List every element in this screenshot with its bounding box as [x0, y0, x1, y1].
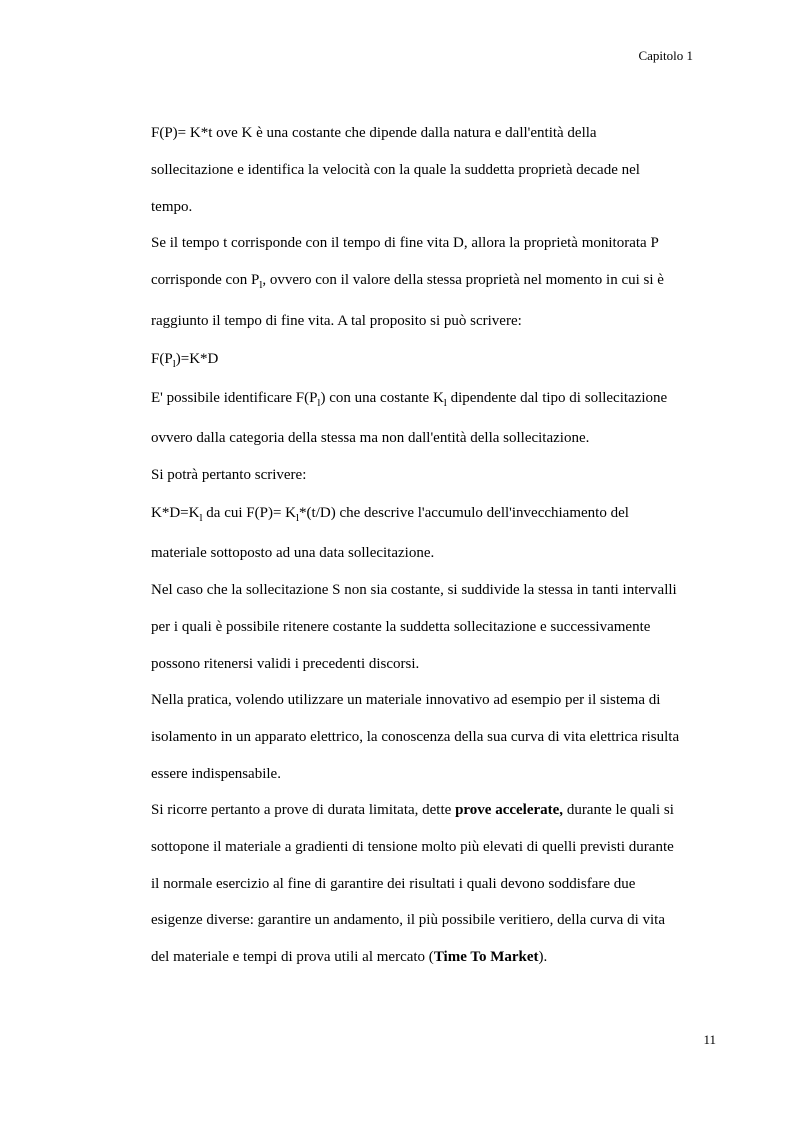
text-line: raggiunto il tempo di fine vita. A tal proposito si può scrivere:	[151, 313, 522, 329]
text-segment: Si ricorre pertanto a prove di durata limitata, dette	[151, 802, 456, 818]
text-line	[151, 389, 667, 407]
text-line: essere indispensabile.	[151, 766, 281, 782]
text-segment: del materiale e tempi di prova utili al mercato (	[151, 949, 434, 965]
text-line: sollecitazione e identifica la velocità con la quale la suddetta proprietà decade nel	[151, 162, 640, 178]
subscript: l	[443, 397, 447, 409]
text-segment: ).	[538, 949, 548, 965]
text-line: esigenze diverse: garantire un andamento, il più possibile veritiero, della curva di vita	[151, 912, 665, 928]
text-line: materiale sottoposto ad una data sollecitazione.	[151, 545, 435, 561]
chapter-header: Capitolo 1	[638, 48, 693, 63]
text-segment: F(P	[151, 351, 173, 367]
text-line: possono ritenersi validi i precedenti discorsi.	[151, 656, 420, 672]
text-segment: da cui F(P)= K	[202, 505, 296, 521]
page-number: 11	[703, 1032, 716, 1047]
text-segment: E' possibile identificare F(P	[151, 390, 318, 406]
text-segment: )=K*D	[175, 351, 219, 367]
text-line	[151, 271, 664, 289]
text-segment: , ovvero con il valore della stessa proprietà nel momento in cui si è	[262, 272, 664, 288]
text-segment: ) con una costante K	[320, 390, 444, 406]
text-segment: durante le quali si	[563, 802, 674, 818]
text-segment: corrisponde con P	[151, 272, 260, 288]
formula-line	[151, 504, 629, 522]
text-line: il normale esercizio al fine di garantire dei risultati i quali devono soddisfare due	[151, 876, 636, 892]
text-segment: *(t/D) che descrive l'accumulo dell'invecchiamento del	[299, 505, 629, 521]
text-line: Se il tempo t corrisponde con il tempo di fine vita D, allora la proprietà monitorata P	[151, 235, 659, 251]
subscript: l	[259, 279, 263, 291]
text-line: per i quali è possibile ritenere costante la suddetta sollecitazione e successivamente	[151, 619, 651, 635]
text-line	[151, 801, 674, 819]
text-line: sottopone il materiale a gradienti di tensione molto più elevati di quelli previsti durante	[151, 839, 674, 855]
text-line: F(P)= K*t ove K è una costante che dipende dalla natura e dall'entità della	[151, 125, 597, 141]
bold-term: prove accelerate,	[455, 802, 564, 818]
bold-term: Time To Market	[433, 949, 539, 965]
text-segment: K*D=K	[151, 505, 200, 521]
text-line: tempo.	[151, 199, 193, 215]
text-line: Nel caso che la sollecitazione S non sia costante, si suddivide la stessa in tanti intervalli	[151, 582, 677, 598]
text-line: ovvero dalla categoria della stessa ma non dall'entità della sollecitazione.	[151, 430, 590, 446]
subscript: l	[172, 358, 176, 370]
subscript: l	[295, 512, 300, 524]
text-line: Si potrà pertanto scrivere:	[151, 467, 307, 483]
text-line	[151, 948, 547, 966]
subscript: l	[199, 512, 203, 524]
text-line: Nella pratica, volendo utilizzare un materiale innovativo ad esempio per il sistema di	[151, 692, 661, 708]
text-segment: dipendente dal tipo di sollecitazione	[446, 390, 668, 406]
subscript: l	[317, 397, 321, 409]
text-line: isolamento in un apparato elettrico, la conoscenza della sua curva di vita elettrica risulta	[151, 729, 680, 745]
formula-line	[151, 350, 218, 368]
